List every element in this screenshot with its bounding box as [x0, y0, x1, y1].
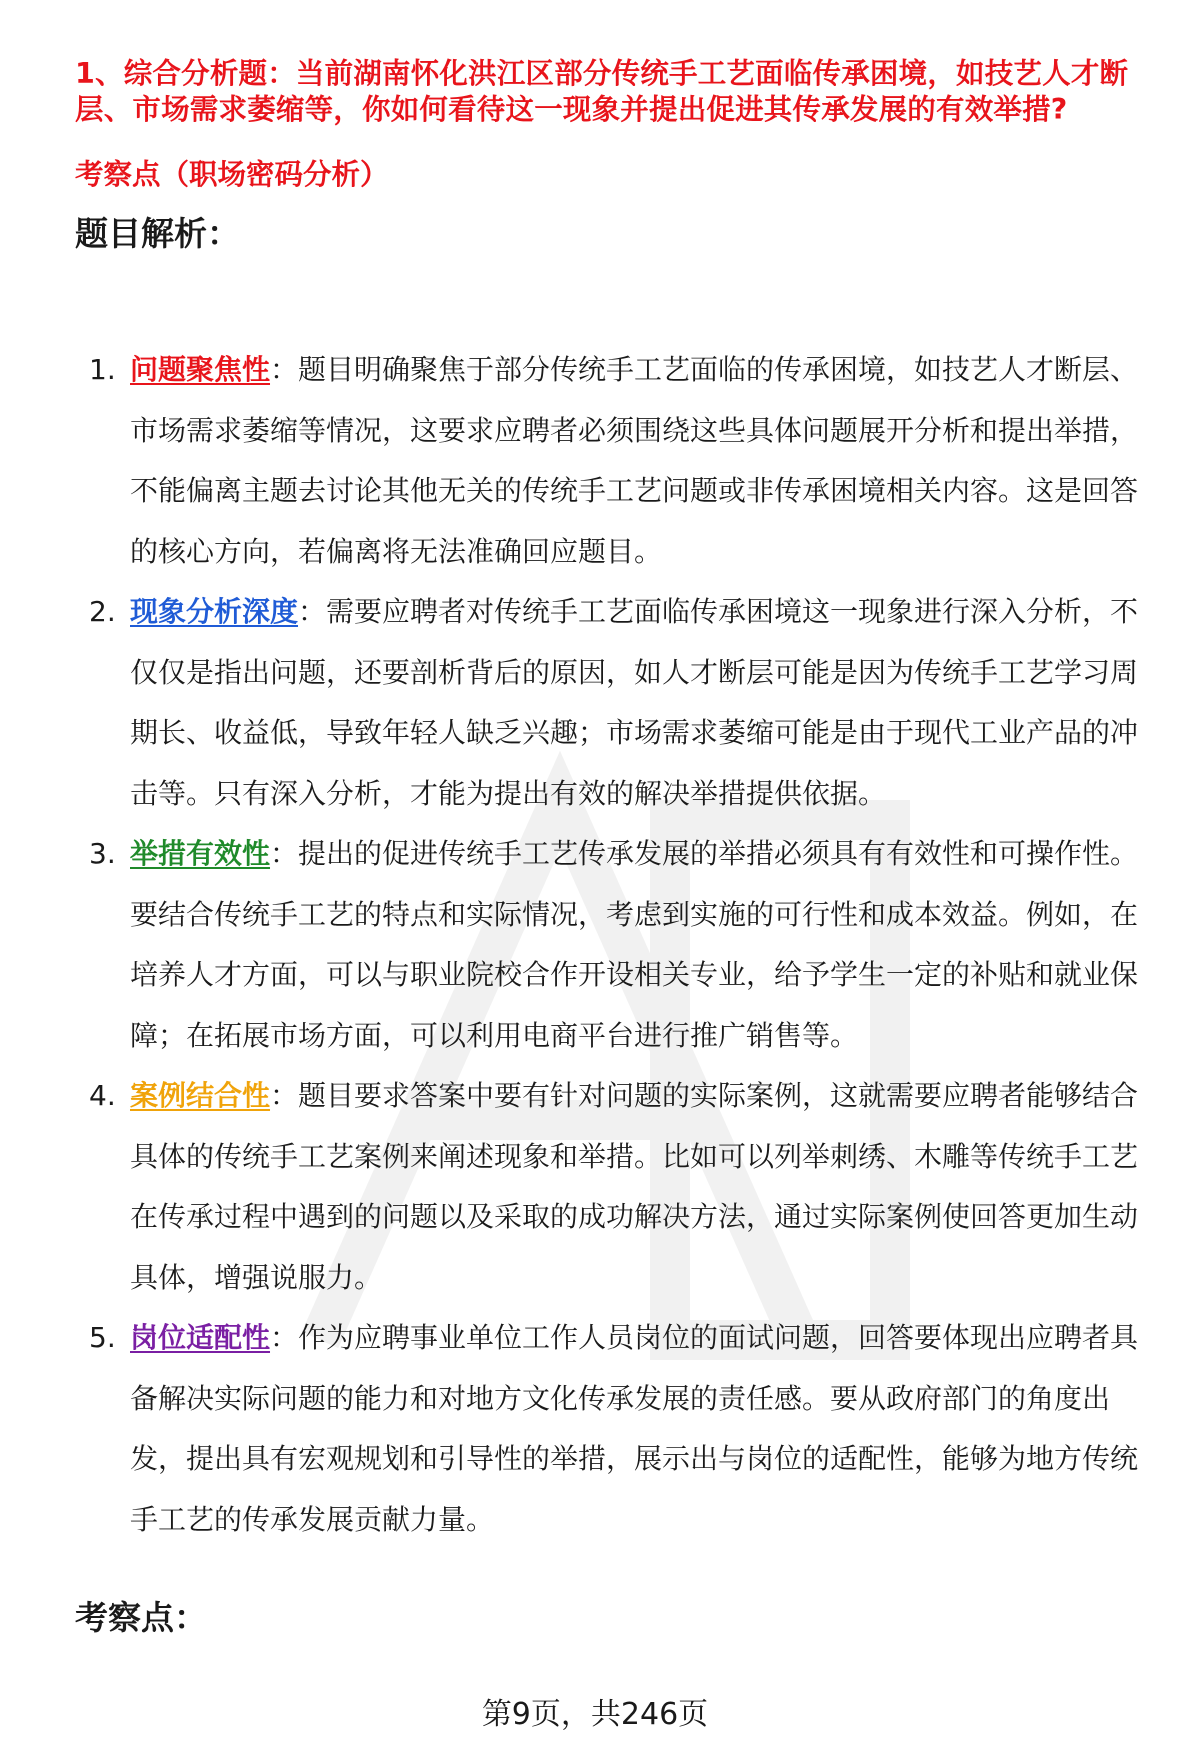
list-item-number: 3.: [89, 837, 116, 870]
list-item: [75, 1066, 1160, 1308]
list-item: [75, 824, 1160, 1066]
keyword-analysis-depth: 现象分析深度: [130, 595, 299, 628]
keyword-problem-focus: 问题聚焦性: [130, 353, 271, 386]
focus-points-label: 考察点（职场密码分析）: [75, 158, 389, 191]
question-heading: 1、综合分析题：当前湖南怀化洪江区部分传统手工艺面临传承困境，如技艺人才断层、市场需求萎缩等，你如何看待这一现象并提出促进其传承发展的有效举措?: [75, 57, 1129, 126]
analysis-list: [75, 340, 1160, 1550]
list-item-text: ：题目要求答案中要有针对问题的实际案例，这就需要应聘者能够结合具体的传统手工艺案例来阐述现象和举措。比如可以列举刺绣、木雕等传统手工艺在传承过程中遇到的问题以及采取的成功解决方法，通过实际案例使回答更加生动具体，增强说服力。: [130, 1079, 1139, 1294]
list-item-text: ：需要应聘者对传统手工艺面临传承困境这一现象进行深入分析，不仅仅是指出问题，还要剖析背后的原因，如人才断层可能是因为传统手工艺学习周期长、收益低，导致年轻人缺乏兴趣；市场需求萎缩可能是由于现代工业产品的冲击等。只有深入分析，才能为提出有效的解决举措提供依据。: [130, 595, 1139, 810]
list-item-number: 1.: [89, 353, 116, 386]
list-item-number: 5.: [89, 1321, 116, 1354]
page-number: 第9页，共246页: [481, 1697, 709, 1732]
list-item-number: 4.: [89, 1079, 116, 1112]
list-item-text: ：作为应聘事业单位工作人员岗位的面试问题，回答要体现出应聘者具备解决实际问题的能力和对地方文化传承发展的责任感。要从政府部门的角度出发，提出具有宏观规划和引导性的举措，展示出与岗位的适配性，能够为地方传统手工艺的传承发展贡献力量。: [130, 1321, 1139, 1536]
list-item-text: ：题目明确聚焦于部分传统手工艺面临的传承困境，如技艺人才断层、市场需求萎缩等情况，这要求应聘者必须围绕这些具体问题展开分析和提出举措，不能偏离主题去讨论其他无关的传统手工艺问题或非传承困境相关内容。这是回答的核心方向，若偏离将无法准确回应题目。: [130, 353, 1139, 568]
keyword-case-combination: 案例结合性: [130, 1079, 271, 1112]
keyword-measure-effectiveness: 举措有效性: [130, 837, 271, 870]
keyword-position-fit: 岗位适配性: [130, 1321, 271, 1354]
list-item: [75, 1308, 1160, 1550]
list-item-number: 2.: [89, 595, 116, 628]
analysis-section-title: 题目解析：: [75, 214, 240, 253]
list-item: [75, 340, 1160, 582]
list-item: [75, 582, 1160, 824]
list-item-text: ：提出的促进传统手工艺传承发展的举措必须具有有效性和可操作性。要结合传统手工艺的特点和实际情况，考虑到实施的可行性和成本效益。例如，在培养人才方面，可以与职业院校合作开设相关专业，给予学生一定的补贴和就业保障；在拓展市场方面，可以利用电商平台进行推广销售等。: [130, 837, 1139, 1052]
focus-section-title: 考察点：: [75, 1598, 207, 1637]
